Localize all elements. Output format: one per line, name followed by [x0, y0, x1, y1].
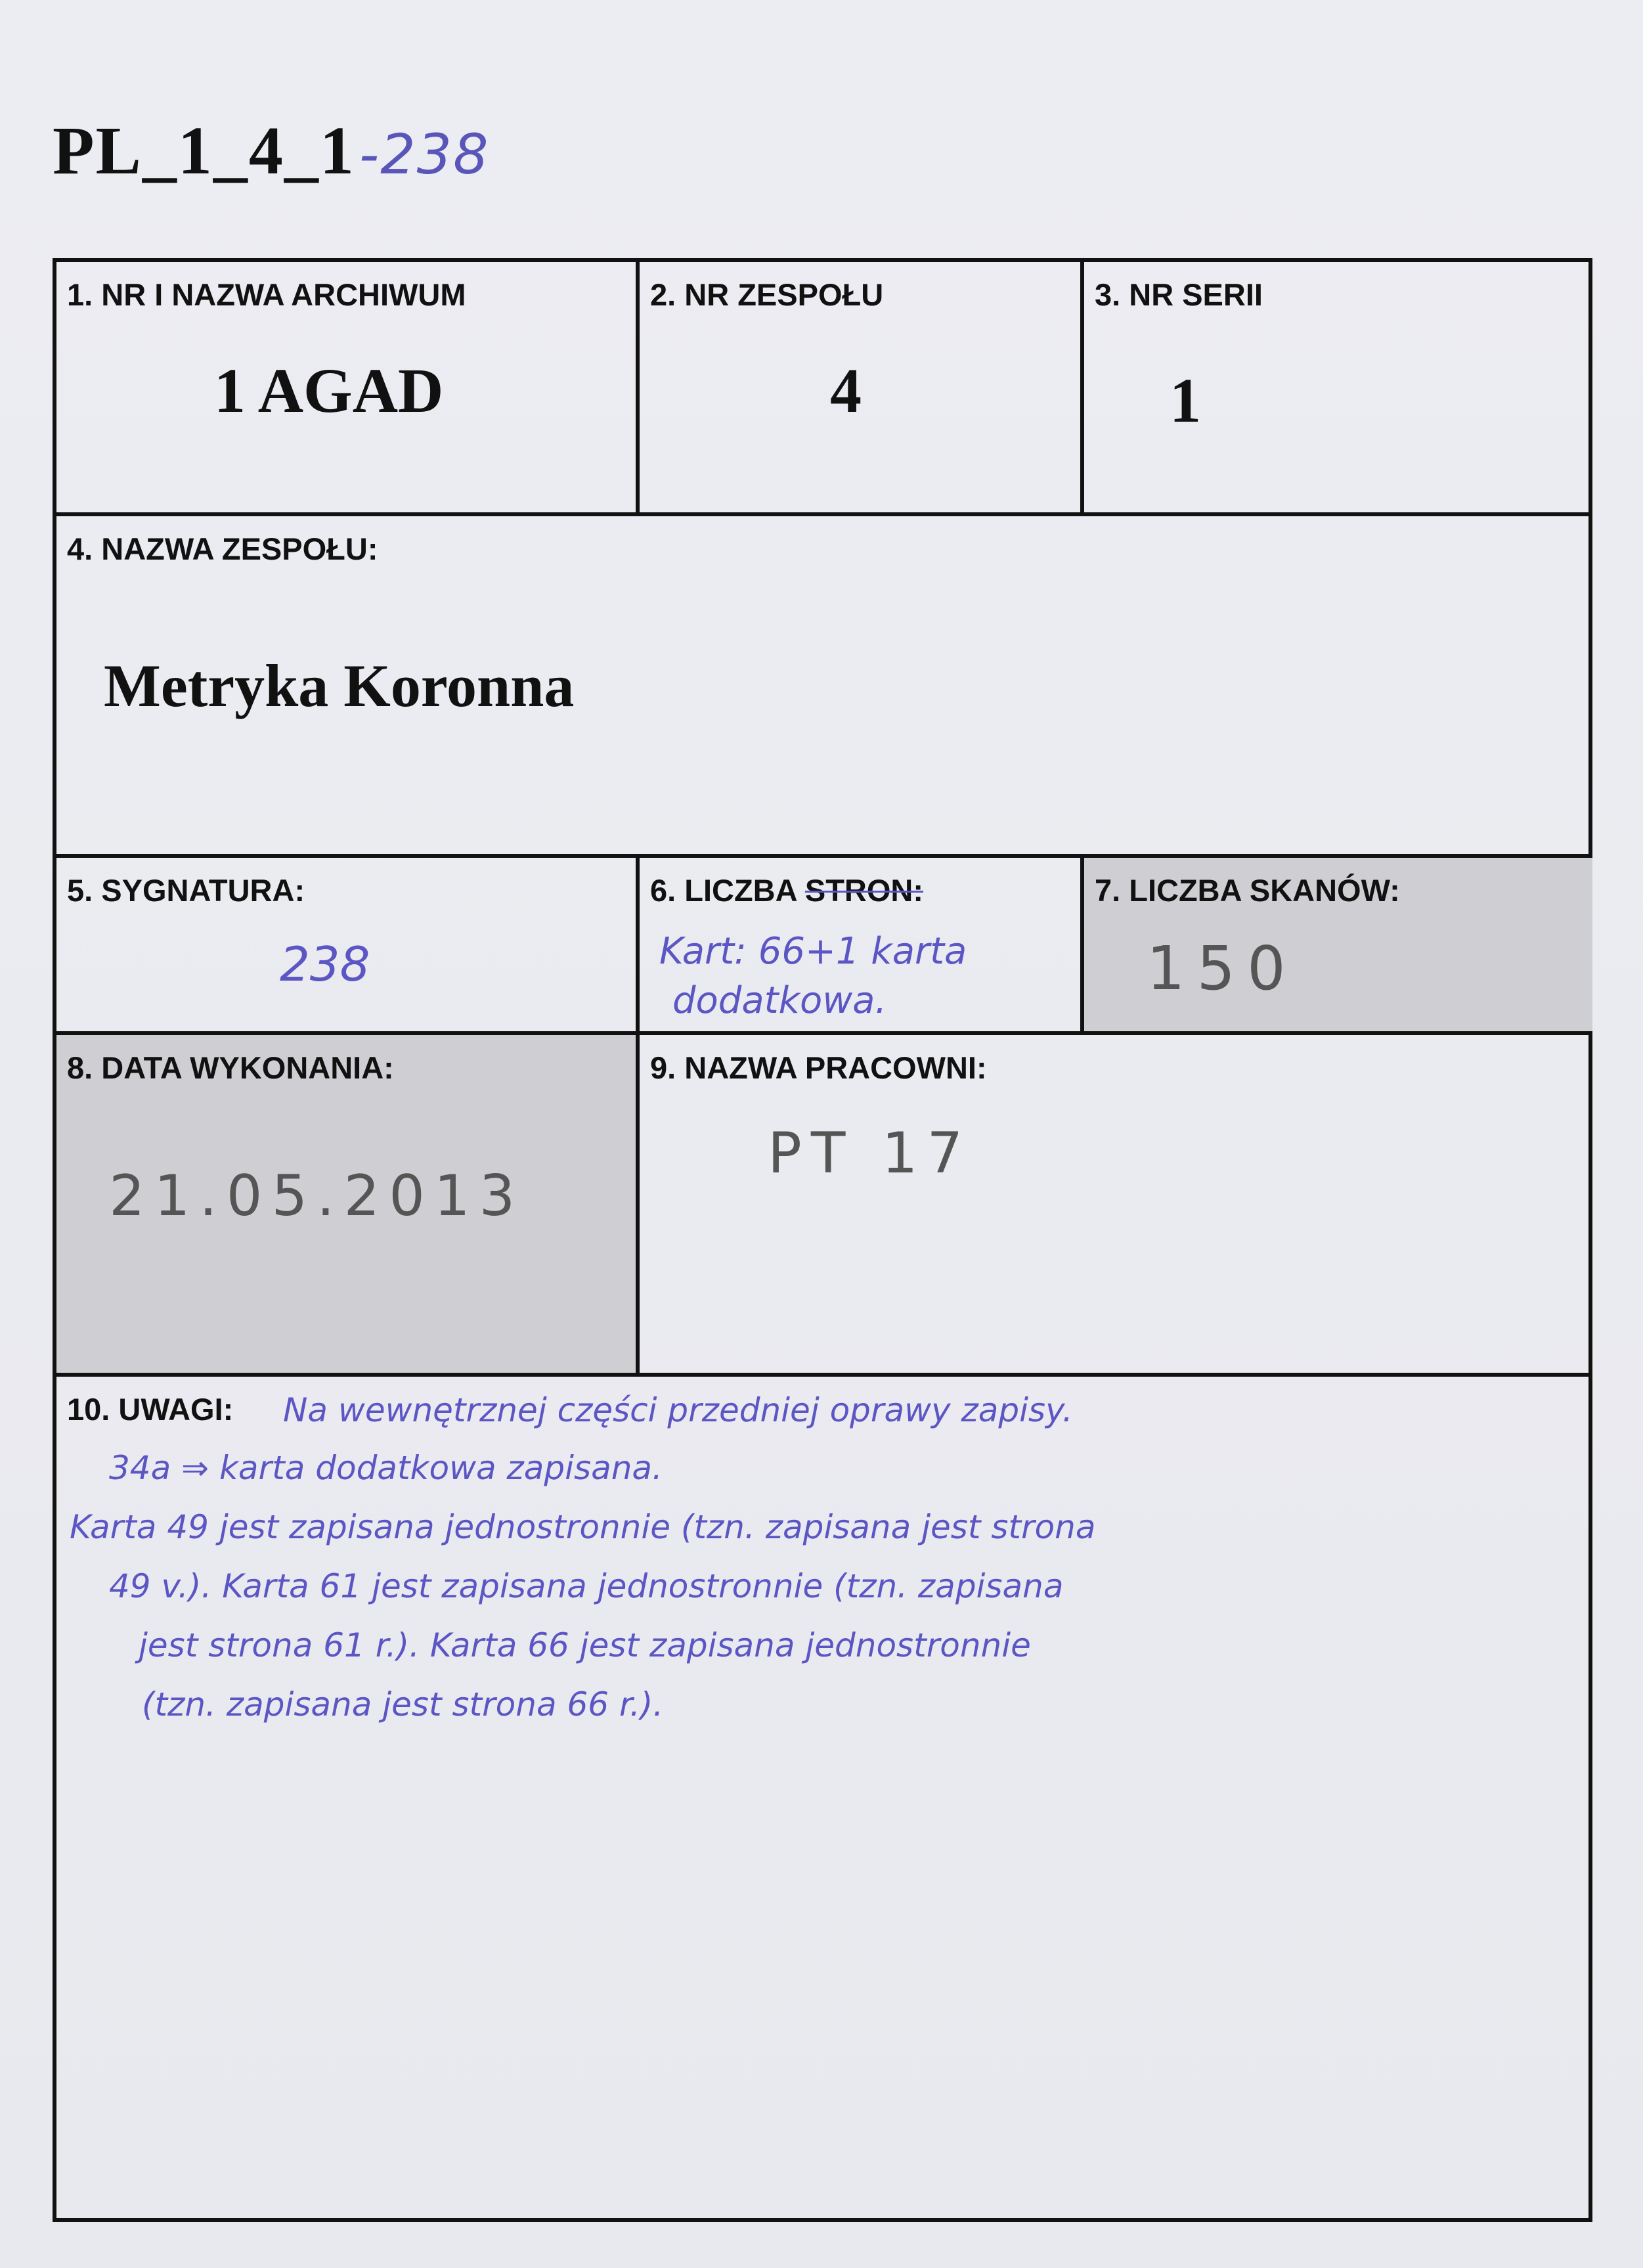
- date-label: 8. DATA WYKONANIA:: [67, 1050, 394, 1085]
- fonds-name-label: 4. NAZWA ZESPOŁU:: [67, 531, 378, 566]
- signature-label: 5. SYGNATURA:: [67, 873, 305, 908]
- archive-value: 1 AGAD: [214, 355, 444, 426]
- pages-value-line1: Kart: 66+1 karta: [659, 930, 967, 973]
- date-cell: [56, 1035, 640, 1377]
- fonds-name-cell: [56, 516, 1592, 858]
- scans-label: 7. LICZBA SKANÓW:: [1095, 873, 1400, 908]
- archive-cell: [56, 262, 640, 516]
- notes-line-2: 34a ⇒ karta dodatkowa zapisana.: [109, 1449, 663, 1487]
- notes-label: 10. UWAGI:: [67, 1392, 234, 1427]
- document-id-printed: PL_1_4_1: [53, 113, 355, 189]
- archive-label: 1. NR I NAZWA ARCHIWUM: [67, 277, 466, 312]
- signature-value: 238: [280, 937, 370, 992]
- studio-value: PT 17: [768, 1121, 973, 1186]
- fonds-number-cell: [640, 262, 1084, 516]
- series-number-label: 3. NR SERII: [1095, 277, 1263, 312]
- pages-value-line2: dodatkowa.: [672, 979, 887, 1022]
- notes-line-5: jest strona 61 r.). Karta 66 jest zapisana jednostronnie: [139, 1626, 1031, 1664]
- notes-line-4: 49 v.). Karta 61 jest zapisana jednostronnie (tzn. zapisana: [109, 1567, 1064, 1605]
- pages-label-struck: STRON:: [804, 873, 924, 908]
- fonds-number-label: 2. NR ZESPOŁU: [650, 277, 884, 312]
- scans-value: 150: [1147, 933, 1298, 1004]
- studio-label: 9. NAZWA PRACOWNI:: [650, 1050, 987, 1085]
- notes-line-6: (tzn. zapisana jest strona 66 r.).: [142, 1685, 664, 1723]
- notes-line-1: Na wewnętrznej części przedniej oprawy zapisy.: [283, 1391, 1073, 1429]
- pages-cell: [640, 858, 1084, 1035]
- document-id-handwritten: -238: [359, 122, 490, 187]
- document-id: [53, 112, 490, 190]
- series-number-value: 1: [1170, 365, 1201, 435]
- fonds-number-value: 4: [830, 355, 862, 426]
- pages-label: [650, 872, 923, 908]
- notes-cell: [56, 1377, 1592, 2218]
- date-value: 21.05.2013: [109, 1163, 525, 1229]
- series-number-cell: [1084, 262, 1592, 516]
- fonds-name-value: Metryka Koronna: [104, 652, 575, 719]
- metadata-form: [53, 258, 1592, 2222]
- studio-cell: [640, 1035, 1592, 1377]
- scans-cell: [1084, 858, 1592, 1035]
- pages-label-prefix: 6. LICZBA: [650, 873, 805, 908]
- signature-cell: [56, 858, 640, 1035]
- notes-line-3: Karta 49 jest zapisana jednostronnie (tzn. zapisana jest strona: [70, 1508, 1096, 1546]
